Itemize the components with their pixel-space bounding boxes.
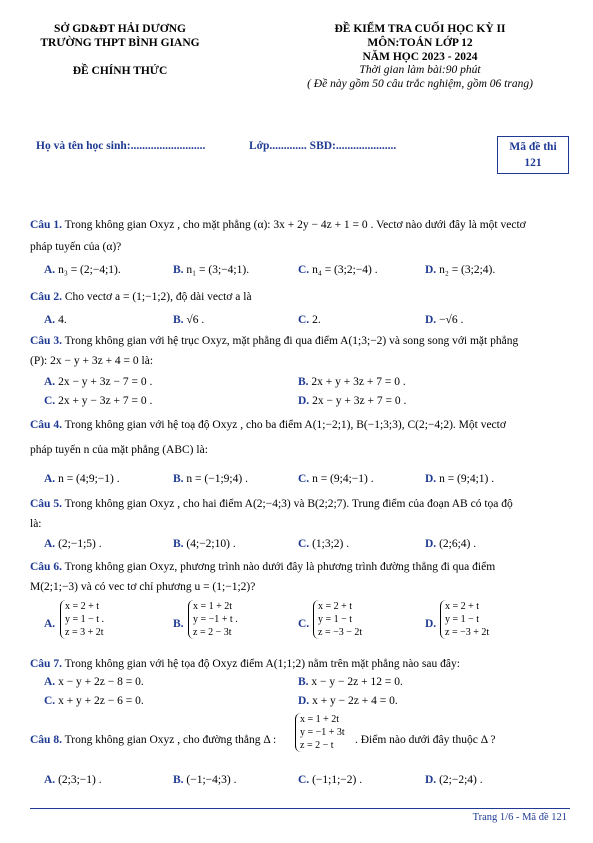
question-text: là: xyxy=(30,518,42,530)
option-label: D. xyxy=(425,314,437,326)
option-5b xyxy=(173,537,236,551)
option-6c-system xyxy=(313,600,362,639)
option-text: (−1;1;−2) . xyxy=(312,774,363,786)
question-8-system xyxy=(295,713,345,752)
option-label: C. xyxy=(298,774,310,786)
option-label: C. xyxy=(298,473,310,485)
equation-line: y = −1 + t . xyxy=(193,614,238,625)
equation-line: z = −3 + 2t xyxy=(445,627,490,638)
equation-line: z = 2 − t xyxy=(300,740,334,751)
question-3 xyxy=(30,334,570,348)
option-4a xyxy=(44,472,120,486)
exam-title: ĐỀ KIỂM TRA CUỐI HỌC KỲ II xyxy=(334,23,506,35)
option-5c xyxy=(298,537,349,551)
option-1d xyxy=(425,263,495,277)
option-text: (2;3;−1) . xyxy=(58,774,102,786)
option-text: n = (9;4;−1) . xyxy=(312,473,374,485)
option-label: B. xyxy=(298,676,309,688)
option-8d xyxy=(425,773,483,787)
page-footer: Trang 1/6 - Mã đề 121 xyxy=(472,812,567,823)
question-text: M(2;1;−3) và có vec tơ chỉ phương u = (1;−1;2)? xyxy=(30,581,256,593)
equation-line: x = 2 + t xyxy=(65,601,100,612)
option-5d xyxy=(425,537,476,551)
department-name: SỞ GD&ĐT HẢI DƯƠNG xyxy=(54,23,186,35)
option-label: A. xyxy=(44,618,56,630)
question-text: Trong không gian Oxyz , cho hai điểm A(2;−4;3) và B(2;2;7). Trung điểm của đoạn AB có tọa độ xyxy=(64,498,513,510)
option-label: A. xyxy=(44,538,56,550)
question-text: (P): 2x − y + 3z + 4 = 0 là: xyxy=(30,355,154,367)
option-6a xyxy=(44,617,55,631)
subject: MÔN:TOÁN LỚP 12 xyxy=(367,37,473,49)
question-text: Trong không gian Oxyz , cho đường thẳng Δ : xyxy=(64,734,277,746)
equation-line: y = 1 − t xyxy=(318,614,353,625)
question-6 xyxy=(30,560,570,574)
question-text: Trong không gian Oxyz , cho mặt phẳng (α): 3x + 2y − 4z + 1 = 0 . Vectơ nào dưới đây là một vectơ xyxy=(64,219,526,231)
option-label: B. xyxy=(173,473,184,485)
equation-line: x = 1 + 2t xyxy=(193,601,233,612)
question-2 xyxy=(30,290,570,304)
option-label: A. xyxy=(44,264,56,276)
option-1a xyxy=(44,263,121,277)
question-label: Câu 7. xyxy=(30,658,62,670)
option-2d xyxy=(425,313,463,327)
footer-divider xyxy=(30,808,570,809)
option-label: C. xyxy=(298,264,310,276)
question-text: Trong không gian với hệ trục Oxyz, mặt phẳng đi qua điểm A(1;3;−2) và song song với mặt phẳng xyxy=(64,335,519,347)
option-text: x + y + 2z − 6 = 0. xyxy=(58,695,144,707)
option-text: x − y + 2z − 8 = 0. xyxy=(58,676,144,688)
option-text: 2x + y + 3z + 7 = 0 . xyxy=(311,376,406,388)
option-2b xyxy=(173,313,204,327)
equation-line: x = 2 + t xyxy=(318,601,353,612)
option-text: n = (4;9;−1) . xyxy=(58,473,120,485)
exam-code-value: 121 xyxy=(524,157,542,169)
question-text: . Điểm nào dưới đây thuộc Δ ? xyxy=(355,734,496,746)
option-text: (4;−2;10) . xyxy=(186,538,236,550)
option-label: D. xyxy=(298,695,310,707)
exam-note: ( Đề này gồm 50 câu trắc nghiệm, gồm 06 trang) xyxy=(307,78,533,90)
official-label: ĐỀ CHÍNH THỨC xyxy=(72,65,168,77)
equation-line: z = 3 + 2t xyxy=(65,627,104,638)
option-label: D. xyxy=(298,395,310,407)
school-year: NĂM HỌC 2023 - 2024 xyxy=(362,51,478,63)
question-label: Câu 8. xyxy=(30,734,62,746)
option-text: n₁ = (3;−4;1). xyxy=(186,264,250,276)
option-6d xyxy=(425,617,436,631)
class-sbd-field: Lớp............. SBD:..................... xyxy=(249,140,397,152)
option-text: 4. xyxy=(58,314,67,326)
option-8b xyxy=(173,773,236,787)
option-text: n₄ = (3;2;−4) . xyxy=(312,264,378,276)
option-label: C. xyxy=(298,618,310,630)
option-label: C. xyxy=(298,538,310,550)
option-label: C. xyxy=(44,395,56,407)
option-6b-system xyxy=(188,600,238,639)
option-label: D. xyxy=(425,538,437,550)
option-text: 2. xyxy=(312,314,321,326)
question-8 xyxy=(30,733,290,747)
school-name: TRƯỜNG THPT BÌNH GIANG xyxy=(40,37,200,49)
option-label: B. xyxy=(173,618,184,630)
option-text: x + y − 2z + 4 = 0. xyxy=(312,695,398,707)
option-label: B. xyxy=(298,376,309,388)
option-text: √6 . xyxy=(186,314,205,326)
option-3d xyxy=(298,394,406,408)
option-8c xyxy=(298,773,362,787)
option-text: n₂ = (3;2;4). xyxy=(439,264,496,276)
question-text: Trong không gian Oxyz, phương trình nào dưới đây là phương trình đường thẳng đi qua điểm xyxy=(64,561,496,573)
option-label: C. xyxy=(44,695,56,707)
question-text: Trong không gian với hệ tọa độ Oxyz điểm A(1;1;2) nằm trên mặt phẳng nào sau đây: xyxy=(64,658,460,670)
question-text: Cho vectơ a = (1;−1;2), độ dài vectơ a là xyxy=(64,291,252,303)
equation-line: y = 1 − t xyxy=(445,614,480,625)
option-3b xyxy=(298,375,406,389)
question-6-cont xyxy=(30,580,570,594)
equation-line: z = 2 − 3t xyxy=(193,627,232,638)
exam-code-label: Mã đề thi xyxy=(509,141,557,153)
option-label: C. xyxy=(298,314,310,326)
option-text: (2;−2;4) . xyxy=(439,774,483,786)
question-4-cont xyxy=(30,443,570,457)
option-1b xyxy=(173,263,249,277)
option-4b xyxy=(173,472,248,486)
option-label: B. xyxy=(173,314,184,326)
equation-line: x = 1 + 2t xyxy=(300,714,340,725)
question-label: Câu 6. xyxy=(30,561,62,573)
option-label: A. xyxy=(44,376,56,388)
option-2a xyxy=(44,313,67,327)
option-7d xyxy=(298,694,398,708)
question-label: Câu 5. xyxy=(30,498,62,510)
option-text: −√6 . xyxy=(439,314,464,326)
option-text: 2x + y − 3z + 7 = 0 . xyxy=(58,395,153,407)
option-text: n = (9;4;1) . xyxy=(439,473,495,485)
option-label: D. xyxy=(425,473,437,485)
equation-line: z = −3 − 2t xyxy=(318,627,363,638)
question-label: Câu 3. xyxy=(30,335,62,347)
option-7b xyxy=(298,675,403,689)
option-4c xyxy=(298,472,374,486)
question-text: pháp tuyến của (α)? xyxy=(30,241,122,253)
question-1-cont xyxy=(30,240,570,254)
option-text: x − y − 2z + 12 = 0. xyxy=(311,676,403,688)
student-name-field: Họ và tên học sinh:.......................... xyxy=(36,140,206,152)
question-1 xyxy=(30,218,570,232)
option-label: A. xyxy=(44,473,56,485)
question-7 xyxy=(30,657,570,671)
option-text: (2;6;4) . xyxy=(439,538,477,550)
question-text: Trong không gian với hệ toạ độ Oxyz , cho ba điểm A(1;−2;1), B(−1;3;3), C(2;−4;2). Một vectơ xyxy=(64,419,506,431)
option-label: D. xyxy=(425,774,437,786)
option-text: (1;3;2) . xyxy=(312,538,350,550)
option-text: n = (−1;9;4) . xyxy=(186,473,248,485)
option-label: D. xyxy=(425,264,437,276)
option-2c xyxy=(298,313,321,327)
option-7c xyxy=(44,694,144,708)
option-text: 2x − y + 3z + 7 = 0 . xyxy=(312,395,407,407)
option-6d-system xyxy=(440,600,489,639)
equation-line: x = 2 + t xyxy=(445,601,480,612)
option-label: D. xyxy=(425,618,437,630)
question-label: Câu 2. xyxy=(30,291,62,303)
option-4d xyxy=(425,472,494,486)
option-text: (2;−1;5) . xyxy=(58,538,102,550)
equation-line: y = 1 − t . xyxy=(65,614,105,625)
option-8a xyxy=(44,773,102,787)
option-text: 2x − y + 3z − 7 = 0 . xyxy=(58,376,153,388)
option-label: B. xyxy=(173,538,184,550)
option-7a xyxy=(44,675,144,689)
question-text: pháp tuyến n của mặt phẳng (ABC) là: xyxy=(30,444,208,456)
option-label: B. xyxy=(173,774,184,786)
option-1c xyxy=(298,263,378,277)
option-label: B. xyxy=(173,264,184,276)
question-8-cont xyxy=(355,733,495,747)
option-text: (−1;−4;3) . xyxy=(186,774,237,786)
equation-line: y = −1 + 3t xyxy=(300,727,345,738)
option-6c xyxy=(298,617,309,631)
question-label: Câu 4. xyxy=(30,419,62,431)
question-5 xyxy=(30,497,570,511)
question-5-cont xyxy=(30,517,570,531)
duration: Thời gian làm bài:90 phút xyxy=(359,64,481,76)
question-label: Câu 1. xyxy=(30,219,62,231)
option-text: n₃ = (2;−4;1). xyxy=(58,264,121,276)
question-3-cont xyxy=(30,354,570,368)
option-label: A. xyxy=(44,676,56,688)
option-6b xyxy=(173,617,184,631)
question-4 xyxy=(30,418,570,432)
option-3a xyxy=(44,375,152,389)
option-5a xyxy=(44,537,102,551)
option-3c xyxy=(44,394,152,408)
exam-code-box xyxy=(497,136,569,174)
option-6a-system xyxy=(60,600,104,639)
option-label: A. xyxy=(44,314,56,326)
option-label: A. xyxy=(44,774,56,786)
